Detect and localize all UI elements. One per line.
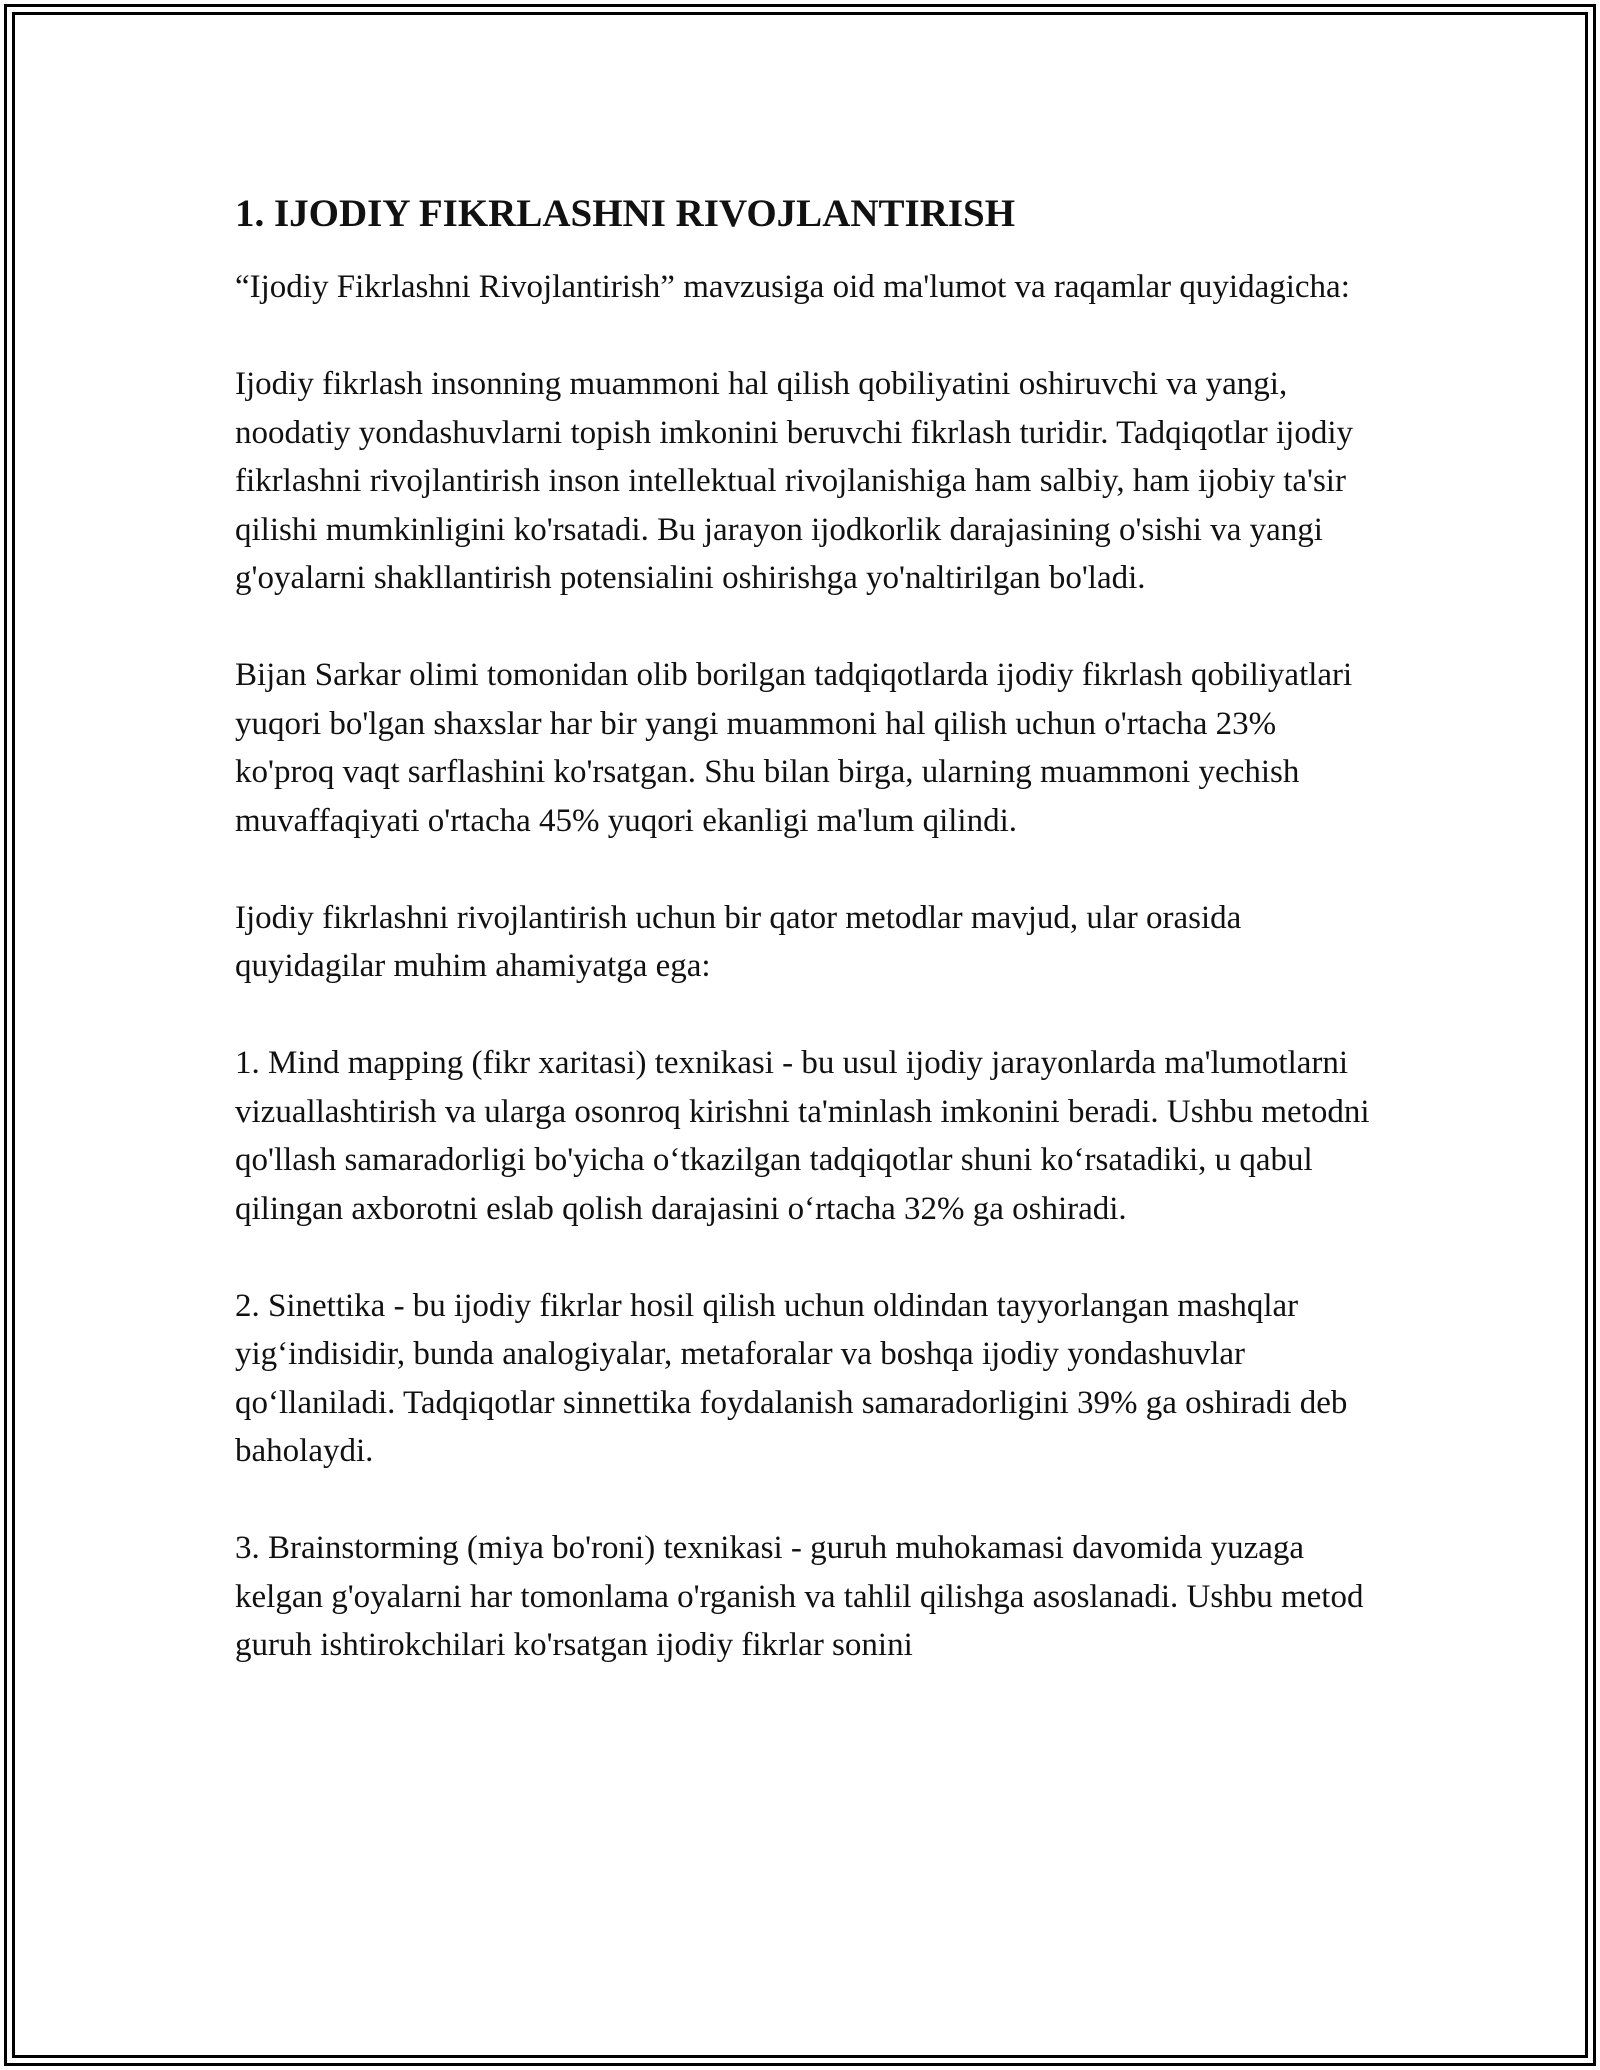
intro-paragraph: “Ijodiy Fikrlashni Rivojlantirish” mavzusiga oid ma'lumot va raqamlar quyidagicha: [235, 269, 1350, 305]
methods-intro-paragraph: Ijodiy fikrlashni rivojlantirish uchun bir qator metodlar mavjud, ular orasida quyidagilar muhim ahamiyatga ega: [235, 899, 1242, 984]
definition-paragraph: Ijodiy fikrlash insonning muammoni hal qilish qobiliyatini oshiruvchi va yangi, noodatiy yondashuvlarni topish imkonini beruvchi fikrlash turidir. Tadqiqotlar ijodiy fikrlashni rivojlantirish inson intellektual rivojlanishiga ham salbiy, ham ijobiy ta'sir qilishi mumkinligini ko'rsatadi. Bu jarayon ijodkorlik darajasining o'sishi va yangi g'oyalarni shakllantirish potensialini oshirishga yo'naltirilgan bo'ladi. [235, 366, 1354, 596]
section-heading: 1. IJODIY FIKRLASHNI RIVOJLANTIRISH [235, 192, 1016, 235]
document-body [235, 190, 1370, 1670]
method-synectics-paragraph: 2. Sinettika - bu ijodiy fikrlar hosil qilish uchun oldindan tayyorlangan mashqlar yigʻindisidir, bunda analogiyalar, metaforalar va boshqa ijodiy yondashuvlar qoʻllaniladi. Tadqiqotlar sinnettika foydalanish samaradorligini 39% ga oshiradi deb baholaydi. [235, 1287, 1348, 1469]
research-paragraph: Bijan Sarkar olimi tomonidan olib borilgan tadqiqotlarda ijodiy fikrlash qobiliyatlari yuqori bo'lgan shaxslar har bir yangi muammoni hal qilish uchun o'rtacha 23% ko'proq vaqt sarflashini ko'rsatgan. Shu bilan birga, ularning muammoni yechish muvaffaqiyati o'rtacha 45% yuqori ekanligi ma'lum qilindi. [235, 657, 1353, 839]
method-mind-mapping-paragraph: 1. Mind mapping (fikr xaritasi) texnikasi - bu usul ijodiy jarayonlarda ma'lumotlarni vizuallashtirish va ularga osonroq kirishni ta'minlash imkonini beradi. Ushbu metodni qo'llash samaradorligi bo'yicha oʻtkazilgan tadqiqotlar shuni koʻrsatadiki, u qabul qilingan axborotni eslab qolish darajasini oʻrtacha 32% ga oshiradi. [235, 1045, 1370, 1227]
method-brainstorming-paragraph: 3. Brainstorming (miya bo'roni) texnikasi - guruh muhokamasi davomida yuzaga kelgan g'oyalarni har tomonlama o'rganish va tahlil qilishga asoslanadi. Ushbu metod guruh ishtirokchilari ko'rsatgan ijodiy fikrlar sonini [235, 1530, 1364, 1663]
